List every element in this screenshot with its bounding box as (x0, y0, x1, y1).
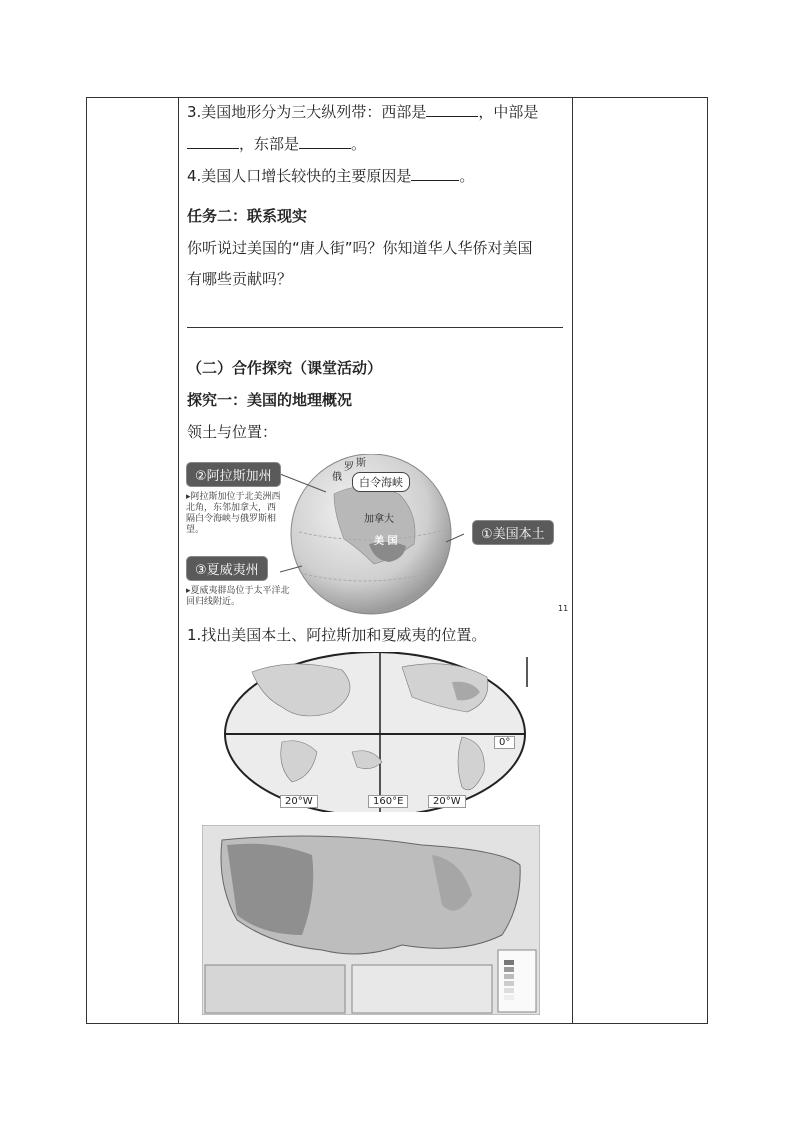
page-mark: 11 (558, 604, 569, 613)
bering-label: 白令海峡 (352, 472, 410, 492)
usa-label: 美 国 (374, 536, 398, 547)
question-3: 3.美国地形分为三大纵列带：西部是 ，中部是 (187, 103, 539, 121)
longitude-label: 20°W (428, 795, 466, 808)
section2-title: （二）合作探究（课堂活动） (187, 359, 383, 377)
longitude-label: 20°W (280, 795, 318, 808)
hawaii-tag: ③夏威夷州 (186, 556, 268, 581)
answer-blank[interactable] (187, 134, 239, 149)
longitude-label: 160°E (368, 795, 408, 808)
task2-line1: 你听说过美国的“唐人街”吗？你知道华人华侨对美国 (187, 239, 533, 257)
explore1-title: 探究一：美国的地理概况 (187, 391, 353, 409)
answer-line[interactable] (187, 327, 563, 328)
us-terrain-svg (202, 825, 540, 1015)
russia-label-2: 罗 (344, 462, 354, 473)
canada-label: 加拿大 (364, 514, 394, 525)
main-column (178, 97, 572, 1024)
world-map-svg (222, 652, 528, 812)
task2-title: 任务二：联系现实 (187, 207, 308, 225)
question-1: 1.找出美国本土、阿拉斯加和夏威夷的位置。 (187, 626, 487, 644)
task2-line2: 有哪些贡献吗？ (187, 270, 293, 288)
answer-blank[interactable] (411, 166, 459, 181)
answer-blank[interactable] (299, 134, 351, 149)
territory-subtitle: 领土与位置： (187, 423, 278, 441)
hawaii-note: ▸夏威夷群岛位于太平洋北回归线附近。 (186, 586, 290, 607)
question-4: 4.美国人口增长较快的主要原因是 。 (187, 167, 475, 185)
world-map (222, 652, 528, 812)
answer-blank[interactable] (426, 102, 478, 117)
question-3-cont: ，东部是 。 (187, 133, 366, 155)
globe-figure (184, 454, 568, 616)
us-terrain-map (202, 825, 540, 1015)
russia-label-3: 斯 (356, 458, 366, 469)
mainland-tag: ①美国本土 (472, 520, 554, 545)
alaska-note: ▸阿拉斯加位于北美洲西北角，东邻加拿大，西隔白令海峡与俄罗斯相望。 (186, 492, 281, 535)
russia-label-1: 俄 (332, 472, 342, 483)
column-divider (572, 98, 573, 1023)
alaska-tag: ②阿拉斯加州 (186, 462, 281, 487)
latitude-label: 0° (494, 736, 515, 749)
